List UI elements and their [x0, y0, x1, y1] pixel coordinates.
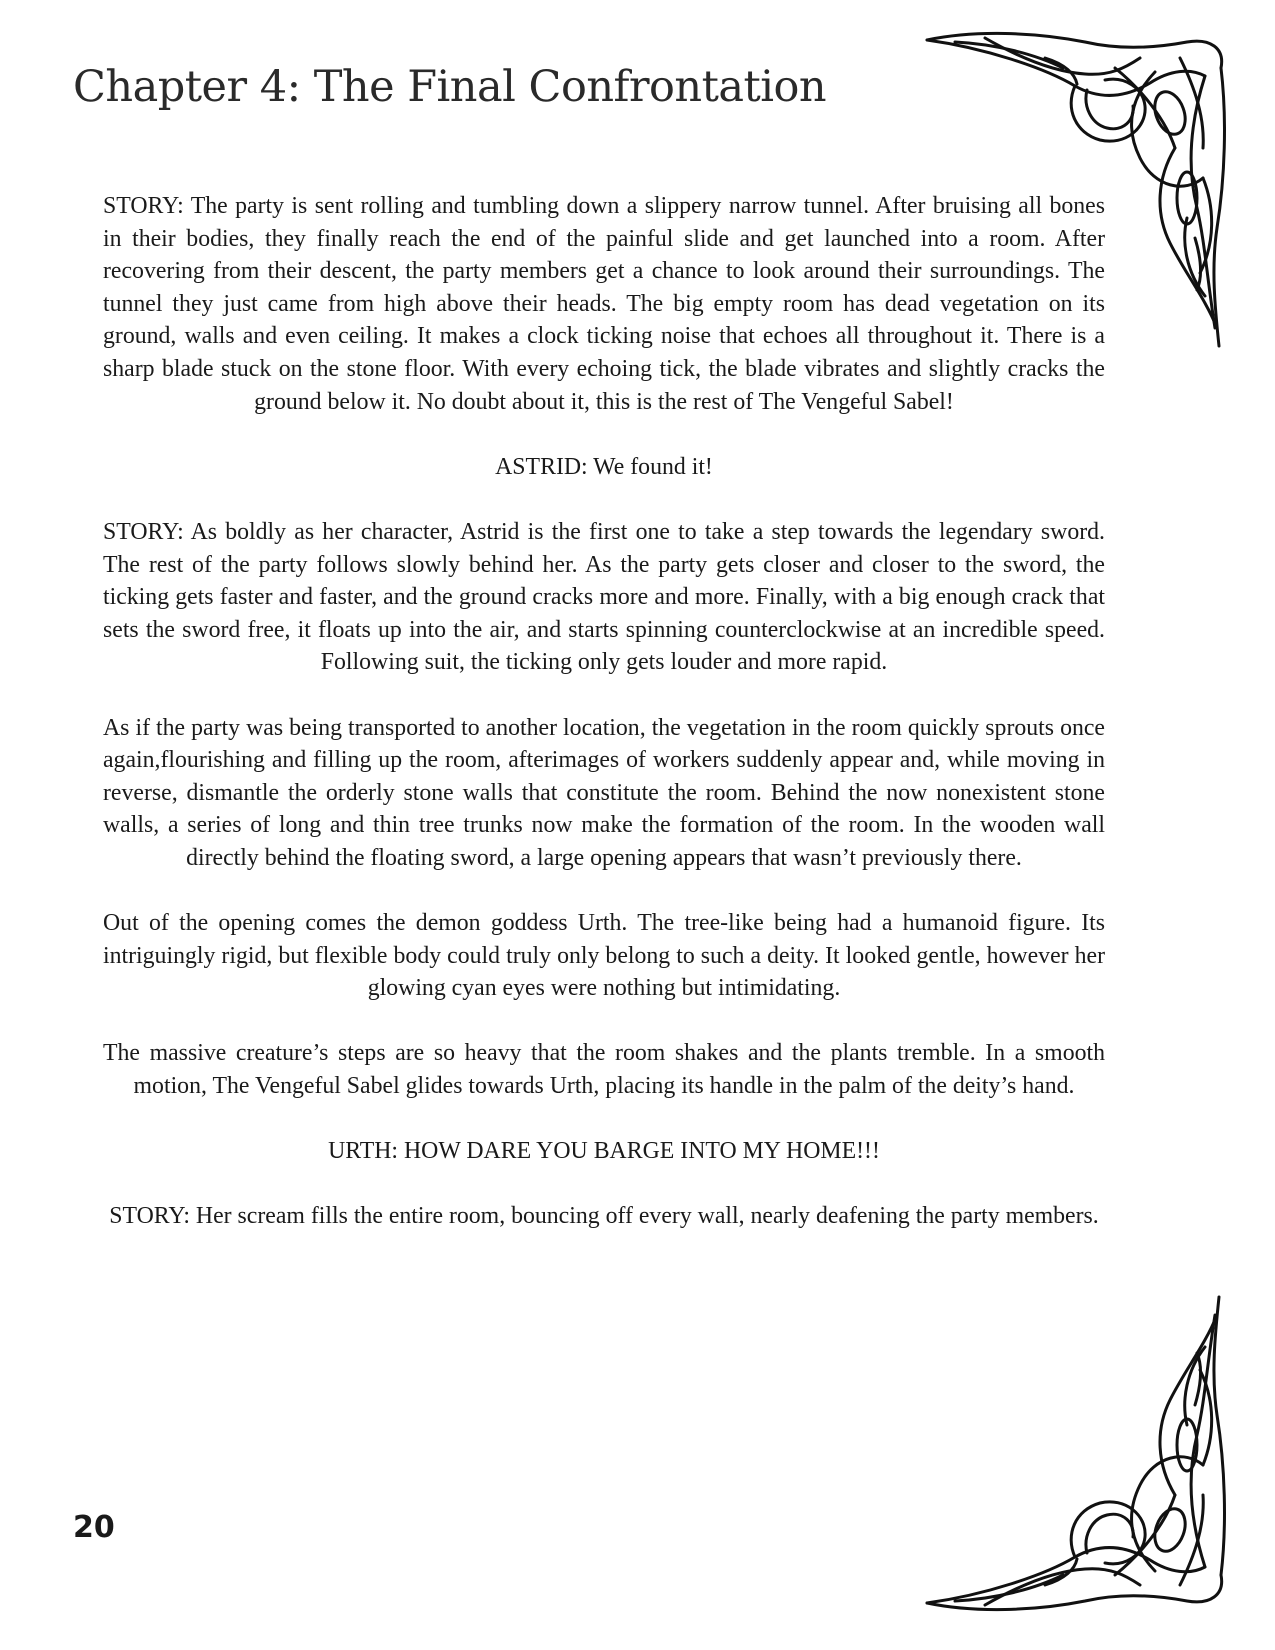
paragraph-story-1: STORY: The party is sent rolling and tumbling down a slippery narrow tunnel. After bruising all bones in their bodies, they finally reach the end of the painful slide and get launched into a room. After recovering from their descent, the party members get a chance to look around their surroundings. The tunnel they just came from high above their heads. The big empty room has dead vegetation on its ground, walls and even ceiling. It makes a clock ticking noise that echoes all throughout it. There is a sharp blade stuck on the stone floor. With every echoing tick, the blade vibrates and slightly cracks the ground below it. No doubt about it, this is the rest of The Vengeful Sabel! [103, 193, 1105, 415]
paragraph-story-5: The massive creature’s steps are so heavy that the room shakes and the plants tremble. In a smooth motion, The Vengeful Sabel glides towards Urth, placing its handle in the palm of the deity’s hand. [103, 1040, 1105, 1100]
paragraph-dialogue-urth: URTH: HOW DARE YOU BARGE INTO MY HOME!!! [328, 1138, 880, 1165]
paragraph-story-6: STORY: Her scream fills the entire room, bouncing off every wall, nearly deafening the party members. [109, 1203, 1099, 1230]
story-text [103, 190, 1105, 1266]
page-number: 20 [73, 1510, 115, 1545]
paragraph-story-3: As if the party was being transported to another location, the vegetation in the room quickly sprouts once again,flourishing and filling up the room, afterimages of workers suddenly appear and, while moving in reverse, dismantle the orderly stone walls that constitute the room. Behind the now nonexistent stone walls, a series of long and thin tree trunks now make the formation of the room. In the wooden wall directly behind the floating sword, a large opening appears that wasn’t previously there. [103, 714, 1105, 871]
paragraph-story-2: STORY: As boldly as her character, Astrid is the first one to take a step towards the legendary sword. The rest of the party follows slowly behind her. As the party gets closer and closer to the sword, the ticking gets faster and faster, and the ground cracks more and more. Finally, with a big enough crack that sets the sword free, it floats up into the air, and starts spinning counterclockwise at an incredible speed. Following suit, the ticking only gets louder and more rapid. [103, 518, 1105, 676]
paragraph-dialogue-astrid: ASTRID: We found it! [495, 453, 713, 480]
paragraph-story-4: Out of the opening comes the demon goddess Urth. The tree-like being had a humanoid figure. Its intriguingly rigid, but flexible body could truly only belong to such a deity. It looked gentle, however her glowing cyan eyes were nothing but intimidating. [103, 910, 1105, 1002]
page-title: Chapter 4: The Final Confrontation [73, 62, 827, 112]
celtic-knot-corner-bottom-icon [925, 1290, 1237, 1620]
